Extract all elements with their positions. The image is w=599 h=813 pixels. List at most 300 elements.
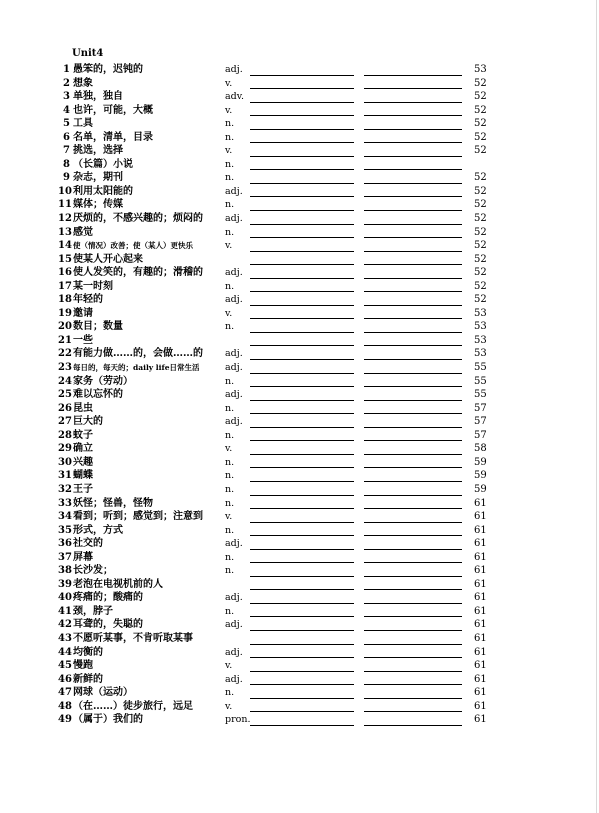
row-number: 37 [58, 551, 72, 563]
answer-blank-word[interactable] [250, 142, 354, 143]
chinese-meaning: 有能力做……的，会做……的 [73, 348, 203, 360]
answer-blank-word[interactable] [250, 115, 354, 116]
part-of-speech: adj. [225, 64, 243, 75]
chinese-meaning: 社交的 [73, 538, 103, 550]
page-number: 61 [474, 524, 487, 536]
chinese-meaning: 王子 [73, 483, 93, 495]
answer-blank-word[interactable] [250, 251, 354, 252]
answer-blank-word[interactable] [250, 657, 354, 658]
page-number: 55 [474, 375, 487, 387]
row-number: 6 [63, 131, 70, 143]
page-number: 52 [474, 253, 487, 265]
vocab-row [0, 212, 599, 226]
row-number: 9 [63, 172, 70, 184]
page-number: 53 [474, 64, 487, 75]
chinese-meaning: 颈，脖子 [73, 605, 113, 617]
answer-blank-phonetic[interactable] [364, 345, 462, 346]
answer-blank-word[interactable] [250, 129, 354, 130]
answer-blank-phonetic[interactable] [364, 440, 462, 441]
part-of-speech: adj. [225, 389, 243, 401]
page-number: 53 [474, 321, 487, 333]
chinese-meaning: 难以忘怀的 [73, 389, 123, 401]
chinese-meaning: 长沙发； [73, 565, 113, 577]
vocab-row [0, 659, 599, 673]
answer-blank-phonetic[interactable] [364, 373, 462, 374]
vocab-row [0, 144, 599, 158]
row-number: 24 [58, 375, 72, 387]
answer-blank-phonetic[interactable] [364, 508, 462, 509]
row-number: 11 [58, 199, 72, 211]
answer-blank-phonetic[interactable] [364, 698, 462, 699]
answer-blank-word[interactable] [250, 318, 354, 319]
chinese-meaning: 网球（运动） [73, 687, 133, 699]
part-of-speech: n. [225, 524, 235, 536]
part-of-speech: adj. [225, 185, 243, 197]
vocab-row [0, 510, 599, 524]
answer-blank-word[interactable] [250, 413, 354, 414]
answer-blank-phonetic[interactable] [364, 616, 462, 617]
page-number: 52 [474, 185, 487, 197]
vocab-row [0, 713, 599, 727]
page-number: 52 [474, 77, 487, 89]
answer-blank-word[interactable] [250, 589, 354, 590]
chinese-meaning: 单独，独自 [73, 91, 123, 103]
answer-blank-phonetic[interactable] [364, 589, 462, 590]
answer-blank-phonetic[interactable] [364, 657, 462, 658]
answer-blank-phonetic[interactable] [364, 467, 462, 468]
answer-blank-word[interactable] [250, 373, 354, 374]
answer-blank-phonetic[interactable] [364, 224, 462, 225]
part-of-speech: n. [225, 199, 235, 211]
chinese-meaning: 使人发笑的，有趣的；滑稽的 [73, 267, 203, 279]
answer-blank-word[interactable] [250, 183, 354, 184]
page-number: 61 [474, 497, 487, 509]
page-number: 55 [474, 362, 487, 374]
page-number: 61 [474, 660, 487, 672]
vocab-row [0, 497, 599, 511]
chinese-meaning: 蚊子 [73, 429, 93, 441]
vocab-row [0, 429, 599, 443]
answer-blank-word[interactable] [250, 711, 354, 712]
answer-blank-phonetic[interactable] [364, 251, 462, 252]
row-number: 5 [63, 118, 70, 130]
answer-blank-word[interactable] [250, 549, 354, 550]
row-number: 41 [58, 605, 72, 617]
answer-blank-phonetic[interactable] [364, 210, 462, 211]
answer-blank-phonetic[interactable] [364, 318, 462, 319]
part-of-speech: n. [225, 402, 235, 414]
chinese-meaning: 挑选，选择 [73, 145, 123, 157]
chinese-meaning: 妖怪；怪兽，怪物 [73, 497, 153, 509]
chinese-meaning: 工具 [73, 118, 93, 130]
chinese-meaning: 每日的，每天的；daily life日常生活 [73, 363, 200, 373]
row-number: 19 [58, 307, 72, 319]
chinese-meaning: 数目；数量 [73, 321, 123, 333]
vocab-row [0, 185, 599, 199]
answer-blank-phonetic[interactable] [364, 427, 462, 428]
answer-blank-word[interactable] [250, 467, 354, 468]
part-of-speech: n. [225, 118, 235, 130]
vocab-row [0, 578, 599, 592]
page-number: 57 [474, 429, 487, 441]
answer-blank-phonetic[interactable] [364, 562, 462, 563]
answer-blank-phonetic[interactable] [364, 169, 462, 170]
vocab-row [0, 131, 599, 145]
row-number: 22 [58, 348, 72, 360]
answer-blank-word[interactable] [250, 454, 354, 455]
part-of-speech: n. [225, 321, 235, 333]
answer-blank-phonetic[interactable] [364, 237, 462, 238]
page-number: 59 [474, 483, 487, 495]
chinese-meaning: 不愿听某事，不肯听取某事 [73, 632, 193, 644]
page-number: 52 [474, 226, 487, 238]
row-number: 33 [58, 497, 72, 509]
answer-blank-word[interactable] [250, 359, 354, 360]
page-number: 53 [474, 307, 487, 319]
chinese-meaning: 看到；听到；感觉到；注意到 [73, 511, 203, 523]
vocab-row [0, 456, 599, 470]
answer-blank-phonetic[interactable] [364, 129, 462, 130]
page-number: 57 [474, 402, 487, 414]
answer-blank-word[interactable] [250, 522, 354, 523]
answer-blank-phonetic[interactable] [364, 75, 462, 76]
vocab-row [0, 307, 599, 321]
part-of-speech: v. [225, 511, 233, 523]
row-number: 10 [58, 185, 72, 197]
row-number: 30 [58, 456, 72, 468]
vocab-row [0, 90, 599, 104]
vocab-row [0, 77, 599, 91]
page-number: 53 [474, 334, 487, 346]
part-of-speech: adj. [225, 619, 243, 631]
page-number: 52 [474, 104, 487, 116]
answer-blank-word[interactable] [250, 75, 354, 76]
answer-blank-phonetic[interactable] [364, 196, 462, 197]
vocab-row [0, 564, 599, 578]
answer-blank-phonetic[interactable] [364, 386, 462, 387]
part-of-speech: n. [225, 551, 235, 563]
answer-blank-phonetic[interactable] [364, 305, 462, 306]
chinese-meaning: 疼痛的；酸痛的 [73, 592, 143, 604]
part-of-speech: adj. [225, 416, 243, 428]
page-number: 61 [474, 619, 487, 631]
answer-blank-word[interactable] [250, 616, 354, 617]
part-of-speech: n. [225, 456, 235, 468]
vocab-row [0, 239, 599, 253]
vocab-row [0, 632, 599, 646]
vocab-row [0, 388, 599, 402]
row-number: 44 [58, 646, 72, 658]
answer-blank-phonetic[interactable] [364, 522, 462, 523]
answer-blank-word[interactable] [250, 508, 354, 509]
page-number: 61 [474, 632, 487, 644]
row-number: 21 [58, 334, 72, 346]
answer-blank-word[interactable] [250, 102, 354, 103]
page-number: 61 [474, 565, 487, 577]
vocab-row [0, 483, 599, 497]
answer-blank-word[interactable] [250, 684, 354, 685]
chinese-meaning: 厌烦的，不感兴趣的；烦闷的 [73, 213, 203, 225]
page-number: 52 [474, 199, 487, 211]
answer-blank-word[interactable] [250, 210, 354, 211]
answer-blank-word[interactable] [250, 156, 354, 157]
answer-blank-phonetic[interactable] [364, 671, 462, 672]
answer-blank-phonetic[interactable] [364, 264, 462, 265]
row-number: 34 [58, 511, 72, 523]
chinese-meaning: 愚笨的，迟钝的 [73, 64, 143, 75]
answer-blank-word[interactable] [250, 291, 354, 292]
page-number: 61 [474, 538, 487, 550]
page-number: 52 [474, 145, 487, 157]
answer-blank-phonetic[interactable] [364, 156, 462, 157]
answer-blank-word[interactable] [250, 576, 354, 577]
answer-blank-phonetic[interactable] [364, 359, 462, 360]
answer-blank-phonetic[interactable] [364, 684, 462, 685]
chinese-meaning: 屏幕 [73, 551, 93, 563]
answer-blank-phonetic[interactable] [364, 711, 462, 712]
vocab-row [0, 375, 599, 389]
part-of-speech: adj. [225, 213, 243, 225]
row-number: 20 [58, 321, 72, 333]
vocab-row [0, 334, 599, 348]
vocab-row [0, 415, 599, 429]
chinese-meaning: 年轻的 [73, 294, 103, 306]
part-of-speech: v. [225, 443, 233, 455]
row-number: 26 [58, 402, 72, 414]
chinese-meaning: 也许，可能，大概 [73, 104, 153, 116]
answer-blank-word[interactable] [250, 535, 354, 536]
answer-blank-word[interactable] [250, 562, 354, 563]
vocab-row [0, 104, 599, 118]
vocab-row [0, 618, 599, 632]
vocab-row [0, 117, 599, 131]
part-of-speech: adj. [225, 592, 243, 604]
chinese-meaning: 名单，清单，目录 [73, 131, 153, 143]
row-number: 43 [58, 632, 72, 644]
row-number: 17 [58, 280, 72, 292]
chinese-meaning: 某一时刻 [73, 280, 113, 292]
chinese-meaning: 使（情况）改善；使（某人）更快乐 [73, 241, 193, 251]
answer-blank-phonetic[interactable] [364, 400, 462, 401]
answer-blank-word[interactable] [250, 305, 354, 306]
chinese-meaning: 昆虫 [73, 402, 93, 414]
row-number: 16 [58, 267, 72, 279]
part-of-speech: v. [225, 77, 233, 89]
page-number: 61 [474, 592, 487, 604]
answer-blank-phonetic[interactable] [364, 535, 462, 536]
row-number: 45 [58, 660, 72, 672]
chinese-meaning: 蝴蝶 [73, 470, 93, 482]
part-of-speech: n. [225, 158, 235, 170]
vocab-row [0, 700, 599, 714]
row-number: 1 [63, 64, 70, 75]
vocab-row [0, 686, 599, 700]
answer-blank-phonetic[interactable] [364, 495, 462, 496]
page-number: 61 [474, 578, 487, 590]
vocab-row [0, 591, 599, 605]
chinese-meaning: （在……）徒步旅行，远足 [73, 700, 193, 712]
vocab-row [0, 198, 599, 212]
answer-blank-word[interactable] [250, 237, 354, 238]
row-number: 32 [58, 483, 72, 495]
chinese-meaning: 杂志，期刊 [73, 172, 123, 184]
part-of-speech: n. [225, 497, 235, 509]
row-number: 25 [58, 389, 72, 401]
page-number: 61 [474, 700, 487, 712]
answer-blank-word[interactable] [250, 332, 354, 333]
answer-blank-word[interactable] [250, 278, 354, 279]
answer-blank-phonetic[interactable] [364, 88, 462, 89]
chinese-meaning: 家务（劳动） [73, 375, 133, 387]
answer-blank-phonetic[interactable] [364, 183, 462, 184]
answer-blank-phonetic[interactable] [364, 332, 462, 333]
vocab-row [0, 442, 599, 456]
part-of-speech: n. [225, 226, 235, 238]
answer-blank-phonetic[interactable] [364, 725, 462, 726]
answer-blank-word[interactable] [250, 196, 354, 197]
row-number: 40 [58, 592, 72, 604]
answer-blank-phonetic[interactable] [364, 102, 462, 103]
answer-blank-word[interactable] [250, 725, 354, 726]
answer-blank-word[interactable] [250, 264, 354, 265]
vocab-row [0, 171, 599, 185]
part-of-speech: pron. [225, 714, 251, 726]
part-of-speech: adj. [225, 294, 243, 306]
row-number: 8 [63, 158, 70, 170]
row-number: 36 [58, 538, 72, 550]
page-number: 52 [474, 267, 487, 279]
row-number: 47 [58, 687, 72, 699]
answer-blank-phonetic[interactable] [364, 142, 462, 143]
row-number: 15 [58, 253, 72, 265]
row-number: 23 [58, 362, 72, 374]
row-number: 49 [58, 714, 72, 726]
answer-blank-phonetic[interactable] [364, 603, 462, 604]
answer-blank-word[interactable] [250, 88, 354, 89]
vocab-row [0, 158, 599, 172]
answer-blank-word[interactable] [250, 603, 354, 604]
row-number: 7 [63, 145, 70, 157]
row-number: 18 [58, 294, 72, 306]
answer-blank-word[interactable] [250, 698, 354, 699]
answer-blank-phonetic[interactable] [364, 278, 462, 279]
row-number: 3 [63, 91, 70, 103]
answer-blank-word[interactable] [250, 427, 354, 428]
page-number: 52 [474, 131, 487, 143]
vocab-row [0, 551, 599, 565]
part-of-speech: adj. [225, 646, 243, 658]
answer-blank-phonetic[interactable] [364, 576, 462, 577]
answer-blank-word[interactable] [250, 630, 354, 631]
part-of-speech: n. [225, 429, 235, 441]
answer-blank-phonetic[interactable] [364, 413, 462, 414]
part-of-speech: adj. [225, 362, 243, 374]
vocab-row [0, 537, 599, 551]
part-of-speech: n. [225, 687, 235, 699]
vocab-row [0, 253, 599, 267]
page-number: 61 [474, 605, 487, 617]
answer-blank-word[interactable] [250, 386, 354, 387]
answer-blank-phonetic[interactable] [364, 549, 462, 550]
chinese-meaning: 邀请 [73, 307, 93, 319]
answer-blank-word[interactable] [250, 169, 354, 170]
chinese-meaning: 耳聋的，失聪的 [73, 619, 143, 631]
page-number: 55 [474, 389, 487, 401]
page-number: 58 [474, 443, 487, 455]
answer-blank-word[interactable] [250, 644, 354, 645]
row-number: 28 [58, 429, 72, 441]
chinese-meaning: 想象 [73, 77, 93, 89]
vocab-row [0, 605, 599, 619]
answer-blank-word[interactable] [250, 481, 354, 482]
page-number: 52 [474, 294, 487, 306]
chinese-meaning: 感觉 [73, 226, 93, 238]
part-of-speech: v. [225, 700, 233, 712]
vocab-row [0, 266, 599, 280]
vocab-row [0, 402, 599, 416]
answer-blank-phonetic[interactable] [364, 454, 462, 455]
chinese-meaning: 老泡在电视机前的人 [73, 578, 163, 590]
answer-blank-phonetic[interactable] [364, 644, 462, 645]
chinese-meaning: （属于）我们的 [73, 714, 143, 726]
vocab-row [0, 293, 599, 307]
part-of-speech: v. [225, 240, 233, 252]
row-number: 13 [58, 226, 72, 238]
chinese-meaning: 利用太阳能的 [73, 185, 133, 197]
vocab-row [0, 347, 599, 361]
unit-title: Unit4 [72, 48, 104, 59]
answer-blank-phonetic[interactable] [364, 115, 462, 116]
answer-blank-phonetic[interactable] [364, 630, 462, 631]
part-of-speech: n. [225, 483, 235, 495]
row-number: 4 [63, 104, 70, 116]
page-number: 52 [474, 118, 487, 130]
chinese-meaning: 慢跑 [73, 660, 93, 672]
vocab-row [0, 524, 599, 538]
part-of-speech: v. [225, 307, 233, 319]
chinese-meaning: 均衡的 [73, 646, 103, 658]
vocab-row [0, 646, 599, 660]
chinese-meaning: （长篇）小说 [73, 158, 133, 170]
answer-blank-word[interactable] [250, 671, 354, 672]
page-number: 52 [474, 240, 487, 252]
chinese-meaning: 确立 [73, 443, 93, 455]
row-number: 2 [63, 77, 70, 89]
chinese-meaning: 巨大的 [73, 416, 103, 428]
answer-blank-word[interactable] [250, 345, 354, 346]
part-of-speech: v. [225, 145, 233, 157]
row-number: 27 [58, 416, 72, 428]
part-of-speech: v. [225, 660, 233, 672]
page-number: 61 [474, 687, 487, 699]
part-of-speech: adj. [225, 538, 243, 550]
answer-blank-word[interactable] [250, 224, 354, 225]
answer-blank-word[interactable] [250, 440, 354, 441]
answer-blank-phonetic[interactable] [364, 291, 462, 292]
page-number: 52 [474, 91, 487, 103]
chinese-meaning: 使某人开心起来 [73, 253, 143, 265]
page-number: 52 [474, 213, 487, 225]
row-number: 48 [58, 700, 72, 712]
answer-blank-phonetic[interactable] [364, 481, 462, 482]
answer-blank-word[interactable] [250, 400, 354, 401]
page-number: 61 [474, 673, 487, 685]
chinese-meaning: 新鲜的 [73, 673, 103, 685]
chinese-meaning: 兴趣 [73, 456, 93, 468]
part-of-speech: n. [225, 605, 235, 617]
page-number: 61 [474, 551, 487, 563]
answer-blank-word[interactable] [250, 495, 354, 496]
